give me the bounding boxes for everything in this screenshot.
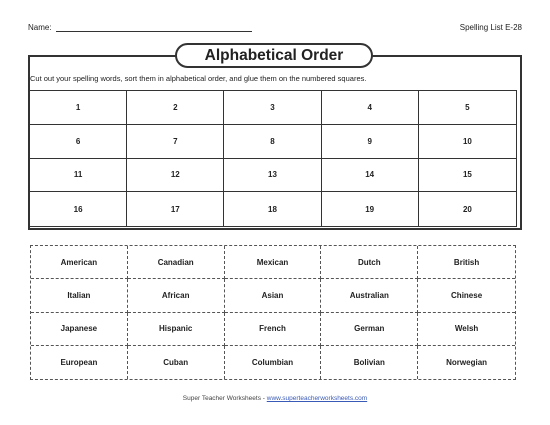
word-card: British [418, 246, 515, 279]
word-card: Mexican [225, 246, 322, 279]
footer-text: Super Teacher Worksheets - [182, 395, 267, 402]
word-card: African [128, 279, 225, 312]
word-card: Columbian [225, 346, 322, 379]
numbered-square: 2 [127, 91, 224, 125]
numbered-square: 7 [127, 125, 224, 159]
word-card: Australian [321, 279, 418, 312]
footer-link[interactable]: www.superteacherworksheets.com [266, 395, 368, 402]
numbered-square: 10 [419, 125, 516, 159]
instructions-text: Cut out your spelling words, sort them in alphabetical order, and glue them on the numbered squares. [30, 74, 367, 83]
name-line [56, 24, 252, 32]
word-card: German [321, 313, 418, 346]
name-field [28, 23, 252, 32]
word-card: Hispanic [128, 313, 225, 346]
cut-out-words-grid [30, 245, 516, 380]
numbered-square: 20 [462, 204, 472, 214]
word-card: Norwegian [446, 357, 488, 367]
numbered-square: 15 [419, 159, 516, 193]
numbered-square: 19 [322, 192, 419, 226]
name-label: Name: [28, 23, 52, 32]
numbered-square: 4 [322, 91, 419, 125]
word-card: Japanese [31, 313, 128, 346]
numbered-square: 17 [127, 192, 224, 226]
numbered-squares-grid [29, 90, 517, 227]
numbered-square: 8 [224, 125, 321, 159]
word-card: Asian [225, 279, 322, 312]
numbered-square: 3 [224, 91, 321, 125]
numbered-square: 18 [224, 192, 321, 226]
word-card: Dutch [321, 246, 418, 279]
numbered-square: 16 [30, 192, 127, 226]
word-card: Italian [31, 279, 128, 312]
word-card: Bolivian [321, 346, 418, 379]
word-card: Welsh [418, 313, 515, 346]
word-card: French [225, 313, 322, 346]
spelling-list-label: Spelling List E-28 [459, 23, 522, 32]
word-card: Canadian [128, 246, 225, 279]
numbered-square: 13 [224, 159, 321, 193]
numbered-square: 9 [322, 125, 419, 159]
word-card: American [31, 246, 128, 279]
word-card: European [31, 346, 128, 379]
worksheet-title: Alphabetical Order [175, 43, 373, 68]
numbered-square: 1 [30, 91, 127, 125]
numbered-square: 5 [419, 91, 516, 125]
numbered-square: 14 [322, 159, 419, 193]
word-card: Chinese [418, 279, 515, 312]
numbered-square: 12 [127, 159, 224, 193]
word-card: Cuban [128, 346, 225, 379]
numbered-square: 6 [30, 125, 127, 159]
numbered-square: 11 [30, 159, 127, 193]
footer [0, 395, 550, 402]
